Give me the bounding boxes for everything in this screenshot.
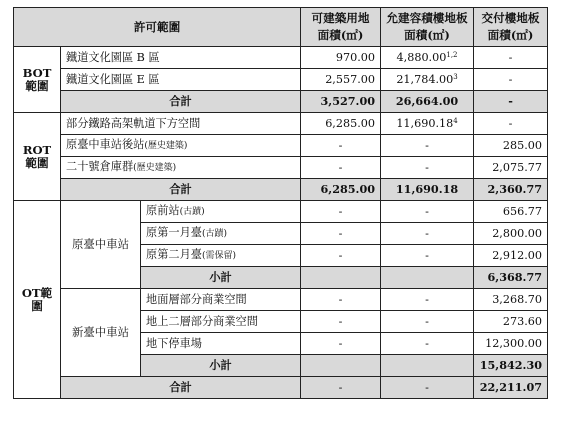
row-item-cell	[141, 223, 301, 245]
delivered-value: 2,912.00	[474, 245, 548, 267]
table-row	[14, 289, 548, 311]
table-row	[14, 69, 548, 91]
allowed-value-cell	[381, 113, 474, 135]
header-delivered-floor-area: 交付樓地板面積(㎡)	[474, 8, 548, 47]
scope-rot: ROT範圍	[14, 113, 61, 201]
allowed-value-cell	[381, 69, 474, 91]
delivered-value: 656.77	[474, 201, 548, 223]
row-item: 鐵道文化園區 E 區	[61, 69, 301, 91]
subtotal-delivered: 6,368.77	[474, 267, 548, 289]
empty-cell	[301, 267, 381, 289]
allowed-value: 11,690.18	[396, 117, 454, 130]
buildable-value: 970.00	[301, 47, 381, 69]
header-buildable-area: 可建築用地面積(㎡)	[301, 8, 381, 47]
row-item: 鐵道文化園區 B 區	[61, 47, 301, 69]
buildable-value: -	[301, 223, 381, 245]
row-note: (古蹟)	[201, 229, 227, 239]
header-permit-scope: 許可範圍	[14, 8, 301, 47]
row-item-cell	[61, 157, 301, 179]
allowed-value: -	[381, 289, 474, 311]
delivered-value: -	[474, 113, 548, 135]
empty-cell	[381, 355, 474, 377]
row-item-cell	[61, 135, 301, 157]
header-allowed-floor-area: 允建容積樓地板面積(㎡)	[381, 8, 474, 47]
buildable-value: -	[301, 135, 381, 157]
station-new: 新臺中車站	[61, 289, 141, 377]
total-delivered: -	[474, 91, 548, 113]
row-item: 原臺中車站後站	[66, 138, 145, 151]
scope-bot: BOT範圍	[14, 47, 61, 113]
row-note: (古蹟)	[179, 207, 205, 217]
allowed-value: 4,880.00	[396, 51, 447, 64]
allowed-value: -	[381, 223, 474, 245]
delivered-value: 2,075.77	[474, 157, 548, 179]
empty-cell	[381, 267, 474, 289]
permit-scope-table	[13, 7, 548, 399]
row-item: 部分鐵路高架軌道下方空間	[66, 117, 201, 130]
delivered-value: 2,800.00	[474, 223, 548, 245]
delivered-value: -	[474, 47, 548, 69]
footnote-marker: 4	[453, 117, 458, 125]
header-row	[14, 8, 548, 47]
allowed-value: 21,784.00	[396, 73, 454, 86]
allowed-value: -	[381, 135, 474, 157]
allowed-value-cell	[381, 47, 474, 69]
row-item-cell	[61, 113, 301, 135]
total-buildable: 6,285.00	[301, 179, 381, 201]
allowed-value: -	[381, 311, 474, 333]
total-allowed: 11,690.18	[381, 179, 474, 201]
table-row	[14, 157, 548, 179]
buildable-value: -	[301, 333, 381, 355]
row-note: (需保留)	[201, 251, 236, 261]
allowed-value: -	[381, 245, 474, 267]
buildable-value: -	[301, 245, 381, 267]
allowed-value: -	[381, 157, 474, 179]
allowed-value: -	[381, 333, 474, 355]
row-item: 地下停車場	[141, 333, 301, 355]
row-note: (歷史建築)	[133, 163, 177, 173]
row-item: 地上二層部分商業空間	[141, 311, 301, 333]
total-buildable: -	[301, 377, 381, 399]
allowed-value: -	[381, 201, 474, 223]
row-item: 原第二月臺	[146, 248, 202, 261]
total-buildable: 3,527.00	[301, 91, 381, 113]
row-note: (歷史建築)	[144, 141, 188, 151]
buildable-value: 6,285.00	[301, 113, 381, 135]
total-label: 合計	[61, 377, 301, 399]
buildable-value: -	[301, 201, 381, 223]
buildable-value: 2,557.00	[301, 69, 381, 91]
total-row	[14, 91, 548, 113]
row-item: 原第一月臺	[146, 226, 202, 239]
table-row	[14, 113, 548, 135]
delivered-value: 12,300.00	[474, 333, 548, 355]
row-item: 二十號倉庫群	[66, 160, 134, 173]
total-delivered: 22,211.07	[474, 377, 548, 399]
row-item: 地面層部分商業空間	[141, 289, 301, 311]
row-item-cell	[141, 245, 301, 267]
delivered-value: -	[474, 69, 548, 91]
footnote-marker: 1,2	[446, 51, 458, 59]
row-item-cell	[141, 201, 301, 223]
station-old: 原臺中車站	[61, 201, 141, 289]
delivered-value: 3,268.70	[474, 289, 548, 311]
table-row	[14, 135, 548, 157]
total-allowed: -	[381, 377, 474, 399]
table-row	[14, 201, 548, 223]
delivered-value: 285.00	[474, 135, 548, 157]
total-label: 合計	[61, 179, 301, 201]
total-label: 合計	[61, 91, 301, 113]
total-delivered: 2,360.77	[474, 179, 548, 201]
delivered-value: 273.60	[474, 311, 548, 333]
total-row	[14, 179, 548, 201]
row-item: 原前站	[146, 204, 180, 217]
subtotal-label: 小計	[141, 355, 301, 377]
footnote-marker: 3	[453, 73, 458, 81]
subtotal-label: 小計	[141, 267, 301, 289]
buildable-value: -	[301, 157, 381, 179]
empty-cell	[301, 355, 381, 377]
scope-ot: OT範圍	[14, 201, 61, 399]
buildable-value: -	[301, 289, 381, 311]
table-row	[14, 47, 548, 69]
total-row	[14, 377, 548, 399]
buildable-value: -	[301, 311, 381, 333]
total-allowed: 26,664.00	[381, 91, 474, 113]
subtotal-delivered: 15,842.30	[474, 355, 548, 377]
